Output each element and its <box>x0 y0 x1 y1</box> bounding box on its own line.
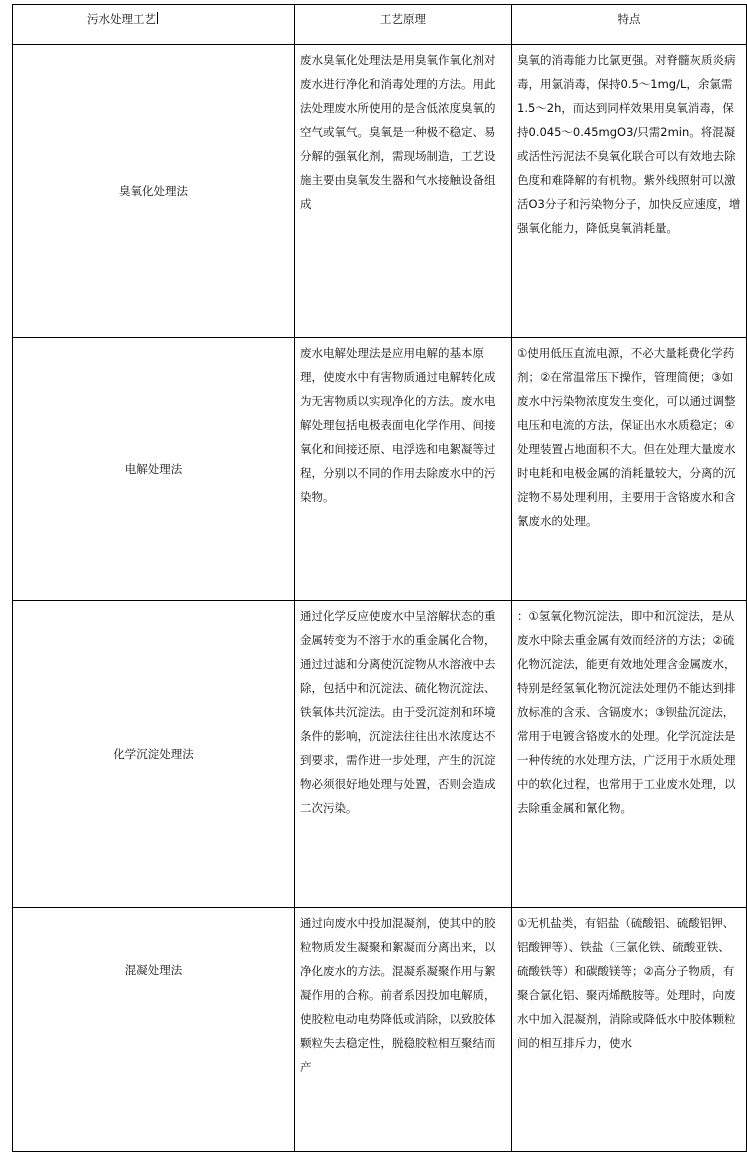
row-features-electrolysis: ①使用低压直流电源，不必大量耗费化学药剂；②在常温常压下操作，管理简便；③如废水中污染物浓度发生变化，可以通过调整电压和电流的方法，保证出水水质稳定；④处理装置占地面积不大。但在处理大量废水时电耗和电极金属的消耗量较大，分离的沉淀物不易处理利用，主要用于含铬废水和含氰废水的处理。 <box>512 338 747 601</box>
row-features-coagulation: ①无机盐类，有铝盐（硫酸铝、硫酸铝钾、铝酸钾等）、铁盐（三氯化铁、硫酸亚铁、硫酸铁等）和碳酸镁等；②高分子物质，有聚合氯化铝、聚丙烯酰胺等。处理时，向废水中加入混凝剂，消除或降低水中胶体颗粒间的相互排斥力，使水 <box>512 908 747 1152</box>
header-process-label: 污水处理工艺 <box>87 12 156 26</box>
row-process-ozone: 臭氧化处理法 <box>13 45 295 338</box>
row-process-electrolysis: 电解处理法 <box>13 338 295 601</box>
table-row <box>13 601 747 908</box>
text-cursor <box>157 12 158 24</box>
header-process <box>13 5 295 45</box>
row-principle-precipitation: 通过化学反应使废水中呈溶解状态的重金属转变为不溶于水的重金属化合物，通过过滤和分离使沉淀物从水溶液中去除，包括中和沉淀法、硫化物沉淀法、铁氧体共沉淀法。由于受沉淀剂和环境条件的影响，沉淀法往往出水浓度达不到要求，需作进一步处理，产生的沉淀物必须很好地处理与处置，否则会造成二次污染。 <box>295 601 512 908</box>
table-row <box>13 908 747 1152</box>
header-features: 特点 <box>512 5 747 45</box>
process-table <box>12 4 747 1152</box>
row-principle-electrolysis: 废水电解处理法是应用电解的基本原理，使废水中有害物质通过电解转化成为无害物质以实现净化的方法。废水电解处理包括电极表面电化学作用、间接氧化和间接还原、电浮选和电絮凝等过程，分别以不同的作用去除废水中的污染物。 <box>295 338 512 601</box>
row-features-precipitation: ：①氢氧化物沉淀法，即中和沉淀法，是从废水中除去重金属有效而经济的方法；②硫化物沉淀法，能更有效地处理含金属废水，特别是经氢氧化物沉淀法处理仍不能达到排放标准的含汞、含镉废水；③钡盐沉淀法，常用于电镀含铬废水的处理。化学沉淀法是一种传统的水处理方法，广泛用于水质处理中的软化过程，也常用于工业废水处理，以去除重金属和氰化物。 <box>512 601 747 908</box>
row-principle-ozone: 废水臭氧化处理法是用臭氧作氧化剂对废水进行净化和消毒处理的方法。用此法处理废水所使用的是含低浓度臭氧的空气或氧气。臭氧是一种极不稳定、易分解的强氧化剂，需现场制造，工艺设施主要由臭氧发生器和气水接触设备组成 <box>295 45 512 338</box>
row-process-coagulation: 混凝处理法 <box>13 908 295 1152</box>
row-features-ozone: 臭氧的消毒能力比氯更强。对脊髓灰质炎病毒，用氯消毒，保持0.5～1mg/L，余氯需1.5～2h，而达到同样效果用臭氧消毒，保持0.045～0.45mgO3/只需2min。将混凝或活性污泥法不臭氧化联合可以有效地去除色度和难降解的有机物。紫外线照射可以激活O3分子和污染物分子，加快反应速度，增强氧化能力，降低臭氧消耗量。 <box>512 45 747 338</box>
row-process-precipitation: 化学沉淀处理法 <box>13 601 295 908</box>
row-principle-coagulation: 通过向废水中投加混凝剂，使其中的胶粒物质发生凝聚和絮凝而分离出来，以净化废水的方法。混凝系凝聚作用与絮凝作用的合称。前者系因投加电解质，使胶粒电动电势降低或消除，以致胶体颗粒失去稳定性，脱稳胶粒相互聚结而产 <box>295 908 512 1152</box>
table-row <box>13 45 747 338</box>
table-header-row <box>13 5 747 45</box>
header-principle: 工艺原理 <box>295 5 512 45</box>
table-row <box>13 338 747 601</box>
